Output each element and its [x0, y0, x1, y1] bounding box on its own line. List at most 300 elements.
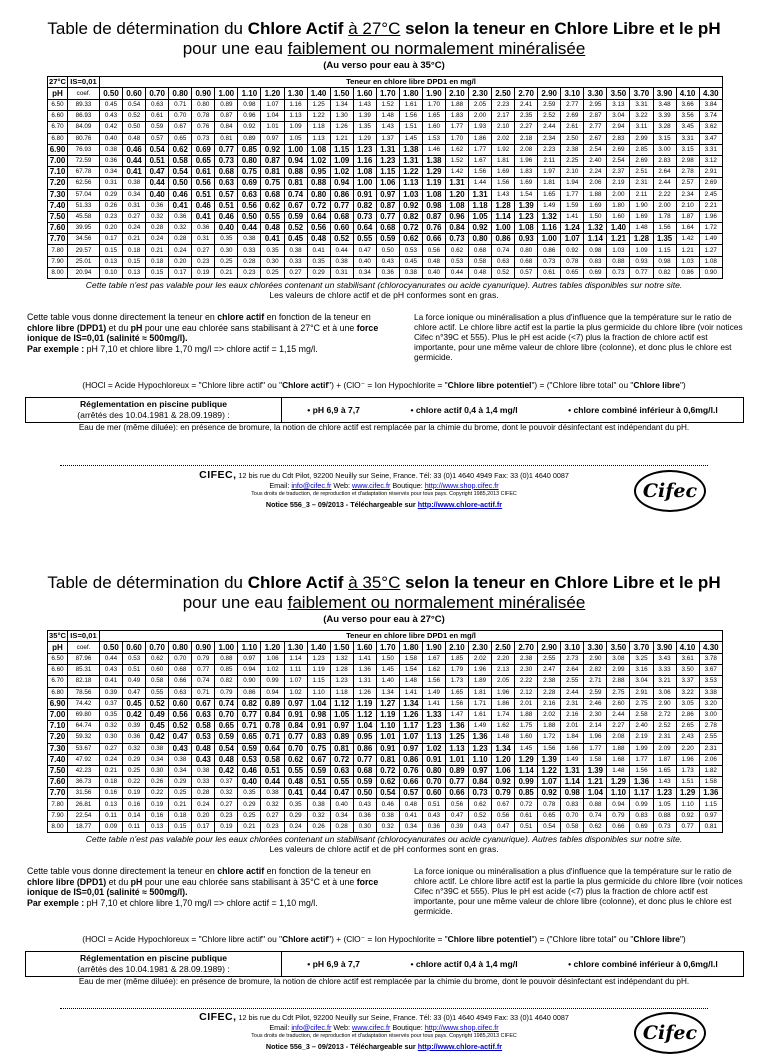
- value-cell: 3.00: [653, 144, 676, 155]
- value-cell: 0.31: [100, 178, 123, 189]
- download-link[interactable]: http://www.chlore-actif.fr: [417, 1041, 503, 1051]
- value-cell: 1.04: [584, 788, 607, 799]
- value-cell: 2.64: [561, 665, 584, 676]
- value-cell: 1.39: [353, 111, 376, 122]
- value-cell: 0.34: [100, 167, 123, 178]
- value-cell: 0.30: [261, 256, 284, 267]
- value-cell: 0.79: [607, 810, 630, 821]
- value-cell: 0.70: [169, 654, 192, 665]
- coef-cell: 45.58: [68, 211, 100, 222]
- value-cell: 0.70: [215, 709, 238, 720]
- title-bold: selon la teneur en Chlore Libre et le pH: [400, 573, 721, 592]
- value-cell: 0.62: [146, 654, 169, 665]
- value-cell: 0.41: [307, 245, 330, 256]
- table-row: [48, 799, 723, 810]
- value-cell: 1.19: [307, 665, 330, 676]
- value-cell: 1.64: [676, 223, 699, 234]
- hocl-text: ") = ("Chlore libre total" ou ": [531, 934, 634, 944]
- value-cell: 1.20: [445, 189, 468, 200]
- value-cell: 0.47: [353, 245, 376, 256]
- explanation: [0, 866, 768, 932]
- coef-cell: 47.92: [68, 754, 100, 765]
- value-cell: 1.25: [307, 100, 330, 111]
- address: 12 bis rue du Cdt Pilot, 92200 Neuilly sur Seine, France. Tél: 33 (0)1 4640 4949 Fax: 33 (0)1 4640 0087: [236, 471, 569, 480]
- value-cell: 0.70: [422, 777, 445, 788]
- value-cell: 0.88: [307, 178, 330, 189]
- value-cell: 0.79: [492, 788, 515, 799]
- value-cell: 0.94: [261, 687, 284, 698]
- value-cell: 1.31: [353, 676, 376, 687]
- value-cell: 1.00: [492, 223, 515, 234]
- value-cell: 1.89: [469, 676, 492, 687]
- value-cell: 1.48: [376, 111, 399, 122]
- value-cell: 0.13: [100, 256, 123, 267]
- value-cell: 1.81: [538, 178, 561, 189]
- ph-cell: 7.30: [48, 743, 68, 754]
- table-row: [48, 810, 723, 821]
- value-cell: 0.86: [399, 754, 422, 765]
- value-cell: 0.78: [538, 799, 561, 810]
- value-cell: 0.21: [146, 245, 169, 256]
- value-cell: 1.07: [399, 732, 422, 743]
- value-cell: 0.48: [284, 777, 307, 788]
- value-cell: 2.22: [653, 189, 676, 200]
- value-cell: 1.31: [445, 178, 468, 189]
- value-cell: 0.55: [261, 211, 284, 222]
- value-cell: 2.20: [676, 743, 699, 754]
- value-cell: 1.42: [445, 167, 468, 178]
- value-cell: 1.14: [584, 234, 607, 245]
- header-row: [48, 631, 723, 642]
- value-cell: 0.29: [284, 810, 307, 821]
- value-cell: 0.26: [100, 200, 123, 211]
- value-cell: 2.77: [584, 122, 607, 133]
- value-cell: 0.90: [238, 676, 261, 687]
- value-cell: 0.54: [169, 167, 192, 178]
- value-cell: 2.14: [584, 721, 607, 732]
- value-cell: 0.23: [192, 256, 215, 267]
- value-cell: 0.63: [146, 100, 169, 111]
- value-cell: 0.60: [330, 223, 353, 234]
- value-cell: 2.61: [561, 122, 584, 133]
- value-cell: 0.73: [192, 133, 215, 144]
- value-cell: 0.97: [699, 810, 722, 821]
- shop-link[interactable]: http://www.shop.cifec.fr: [424, 480, 499, 490]
- value-cell: 0.24: [100, 754, 123, 765]
- hocl-text: Chlore actif: [282, 934, 329, 944]
- value-cell: 0.46: [215, 211, 238, 222]
- value-cell: 1.36: [630, 777, 653, 788]
- value-cell: 2.30: [515, 665, 538, 676]
- value-cell: 1.88: [607, 743, 630, 754]
- value-cell: 0.65: [561, 267, 584, 278]
- ph-cell: 7.60: [48, 777, 68, 788]
- value-cell: 1.10: [607, 788, 630, 799]
- web-link[interactable]: www.cifec.fr: [352, 480, 391, 490]
- value-cell: 1.26: [330, 122, 353, 133]
- value-cell: 2.38: [515, 654, 538, 665]
- value-cell: 1.73: [676, 765, 699, 776]
- cifec-logo: [634, 1012, 706, 1054]
- value-cell: 1.83: [445, 111, 468, 122]
- value-cell: 1.15: [307, 676, 330, 687]
- value-cell: 1.61: [469, 709, 492, 720]
- value-cell: 0.74: [215, 698, 238, 709]
- value-cell: 2.08: [607, 732, 630, 743]
- value-cell: 2.10: [561, 167, 584, 178]
- value-cell: 3.25: [630, 654, 653, 665]
- value-cell: 2.31: [561, 698, 584, 709]
- value-cell: 1.56: [399, 111, 422, 122]
- value-cell: 3.50: [676, 665, 699, 676]
- value-cell: 1.21: [607, 234, 630, 245]
- hocl-text: ") = ("Chlore libre total" ou ": [531, 380, 634, 390]
- value-cell: 1.67: [422, 654, 445, 665]
- ph-cell: 7.00: [48, 709, 68, 720]
- value-cell: 2.10: [492, 122, 515, 133]
- regulation-dates: (arrêtés des 10.04.1981 & 28.09.1989) :: [77, 963, 230, 974]
- value-cell: 2.19: [607, 178, 630, 189]
- value-cell: 1.02: [422, 743, 445, 754]
- header-row: [48, 77, 723, 88]
- seawater-note: Eau de mer (même diluée): en présence de bromure, la notion de chlore actif est remplacée par la chimie du brome, dont le pouvoir désinfectant est indépendant du pH.: [78, 977, 690, 986]
- value-cell: 0.43: [100, 111, 123, 122]
- value-cell: 0.74: [492, 245, 515, 256]
- column-header: 2.50: [492, 642, 515, 654]
- value-cell: 0.19: [146, 799, 169, 810]
- value-cell: 0.45: [284, 234, 307, 245]
- value-cell: 2.11: [630, 189, 653, 200]
- email-link[interactable]: info@cifec.fr: [291, 480, 332, 490]
- value-cell: 0.51: [422, 799, 445, 810]
- explanation-text: Cette table vous donne directement la teneur en: [27, 312, 218, 322]
- value-cell: 0.52: [146, 698, 169, 709]
- regulation-item: • chlore combiné inférieur à 0,6mg/l.l: [568, 405, 718, 415]
- value-cell: 0.86: [676, 267, 699, 278]
- value-cell: 0.36: [192, 223, 215, 234]
- value-cell: 0.57: [515, 267, 538, 278]
- value-cell: 0.98: [653, 256, 676, 267]
- value-cell: 0.62: [584, 821, 607, 832]
- value-cell: 0.33: [284, 256, 307, 267]
- value-cell: 2.25: [561, 155, 584, 166]
- value-cell: 0.91: [307, 721, 330, 732]
- coef-cell: 67.78: [68, 167, 100, 178]
- value-cell: 1.85: [445, 654, 468, 665]
- value-cell: 0.43: [353, 799, 376, 810]
- value-cell: 1.79: [445, 665, 468, 676]
- value-cell: 0.62: [376, 777, 399, 788]
- value-cell: 0.17: [192, 821, 215, 832]
- value-cell: 1.41: [353, 654, 376, 665]
- value-cell: 1.54: [515, 189, 538, 200]
- title-underlined: faiblement ou normalement minéralisée: [287, 593, 586, 612]
- ph-cell: 7.00: [48, 155, 68, 166]
- value-cell: 0.84: [284, 721, 307, 732]
- value-cell: 1.21: [584, 777, 607, 788]
- value-cell: 2.05: [492, 676, 515, 687]
- value-cell: 0.77: [676, 821, 699, 832]
- value-cell: 1.67: [469, 155, 492, 166]
- value-cell: 0.89: [330, 732, 353, 743]
- value-cell: 1.08: [699, 256, 722, 267]
- value-cell: 2.20: [492, 654, 515, 665]
- value-cell: 2.73: [561, 654, 584, 665]
- value-cell: 0.68: [515, 256, 538, 267]
- value-cell: 0.20: [100, 223, 123, 234]
- value-cell: 0.10: [100, 267, 123, 278]
- value-cell: 1.70: [422, 100, 445, 111]
- value-cell: 0.89: [445, 765, 468, 776]
- value-cell: 1.02: [307, 155, 330, 166]
- company-name: CIFEC,: [199, 469, 237, 481]
- value-cell: 0.28: [192, 788, 215, 799]
- value-cell: 0.78: [192, 111, 215, 122]
- table-row: [48, 754, 723, 765]
- value-cell: 0.48: [123, 133, 146, 144]
- value-cell: 1.14: [284, 654, 307, 665]
- value-cell: 0.38: [238, 234, 261, 245]
- value-cell: 0.53: [399, 245, 422, 256]
- coef-cell: 62.56: [68, 178, 100, 189]
- value-cell: 0.62: [169, 144, 192, 155]
- download-link[interactable]: http://www.chlore-actif.fr: [417, 499, 503, 509]
- value-cell: 1.29: [515, 754, 538, 765]
- ph-cell: 7.50: [48, 765, 68, 776]
- value-cell: 0.73: [607, 267, 630, 278]
- value-cell: 1.69: [515, 178, 538, 189]
- value-cell: 1.29: [607, 777, 630, 788]
- ph-cell: 6.50: [48, 100, 68, 111]
- value-cell: 1.29: [353, 133, 376, 144]
- value-cell: 1.03: [607, 245, 630, 256]
- value-cell: 0.77: [238, 709, 261, 720]
- value-cell: 1.22: [538, 765, 561, 776]
- value-cell: 2.13: [492, 665, 515, 676]
- column-header: 1.70: [376, 642, 399, 654]
- value-cell: 2.46: [584, 698, 607, 709]
- regulation-heading: Réglementation en piscine publique: [79, 399, 228, 409]
- value-cell: 0.25: [238, 810, 261, 821]
- value-cell: 0.80: [469, 234, 492, 245]
- value-cell: 0.91: [376, 743, 399, 754]
- value-cell: 0.94: [284, 155, 307, 166]
- value-cell: 1.45: [376, 665, 399, 676]
- value-cell: 1.19: [376, 709, 399, 720]
- chlorine-table: [47, 76, 723, 279]
- value-cell: 0.23: [215, 810, 238, 821]
- value-cell: 0.70: [561, 810, 584, 821]
- value-cell: 0.48: [192, 743, 215, 754]
- value-cell: 1.31: [561, 765, 584, 776]
- value-cell: 1.14: [561, 777, 584, 788]
- value-cell: 0.39: [100, 687, 123, 698]
- value-cell: 0.54: [215, 743, 238, 754]
- value-cell: 3.38: [699, 687, 722, 698]
- value-cell: 0.40: [100, 133, 123, 144]
- value-cell: 1.56: [422, 676, 445, 687]
- value-cell: 2.01: [515, 698, 538, 709]
- value-cell: 0.84: [215, 122, 238, 133]
- value-cell: 2.02: [538, 709, 561, 720]
- column-header: 1.00: [215, 642, 238, 654]
- hocl-text: ") + (ClO⁻ = Ion Hypochlorite = ": [328, 380, 448, 390]
- value-cell: 1.02: [261, 665, 284, 676]
- value-cell: 0.47: [492, 821, 515, 832]
- value-cell: 0.85: [238, 144, 261, 155]
- column-header: 2.50: [492, 88, 515, 100]
- value-cell: 2.45: [699, 189, 722, 200]
- column-header: 2.90: [538, 88, 561, 100]
- value-cell: 1.21: [676, 245, 699, 256]
- table-row: [48, 676, 723, 687]
- explanation-text: pH: [130, 876, 143, 887]
- value-cell: 0.51: [307, 777, 330, 788]
- value-cell: 0.36: [123, 732, 146, 743]
- value-cell: 3.84: [699, 100, 722, 111]
- value-cell: 0.21: [215, 267, 238, 278]
- value-cell: 1.50: [376, 654, 399, 665]
- table-row: [48, 223, 723, 234]
- value-cell: 0.67: [169, 122, 192, 133]
- value-cell: 2.35: [515, 111, 538, 122]
- value-cell: 2.05: [469, 100, 492, 111]
- regulation-items: [282, 398, 743, 422]
- value-cell: 0.21: [238, 821, 261, 832]
- value-cell: 2.24: [584, 167, 607, 178]
- value-cell: 3.05: [676, 698, 699, 709]
- email-link[interactable]: info@cifec.fr: [291, 1022, 332, 1032]
- value-cell: 2.83: [653, 155, 676, 166]
- value-cell: 0.29: [238, 799, 261, 810]
- explanation-text: et du: [106, 322, 131, 333]
- value-cell: 1.35: [353, 122, 376, 133]
- value-cell: 1.49: [699, 234, 722, 245]
- value-cell: 1.43: [653, 777, 676, 788]
- value-cell: 0.58: [261, 754, 284, 765]
- value-cell: 0.36: [169, 211, 192, 222]
- value-cell: 0.52: [469, 810, 492, 821]
- value-cell: 0.73: [538, 256, 561, 267]
- explanation-text: pour une eau chlorée sans stabilisant à 27°C et à une: [142, 322, 357, 333]
- value-cell: 0.30: [100, 732, 123, 743]
- value-cell: 0.83: [561, 799, 584, 810]
- value-cell: 2.60: [607, 698, 630, 709]
- value-cell: 0.33: [238, 245, 261, 256]
- ph-cell: 7.80: [48, 245, 68, 256]
- value-cell: 2.86: [676, 709, 699, 720]
- value-cell: 0.66: [445, 788, 468, 799]
- value-cell: 0.97: [238, 654, 261, 665]
- regulation-item: • pH 6,9 à 7,7: [307, 959, 360, 969]
- regulation-items: [282, 952, 743, 976]
- value-cell: 0.29: [307, 267, 330, 278]
- value-cell: 1.14: [492, 211, 515, 222]
- value-cell: 2.85: [630, 144, 653, 155]
- value-cell: 1.70: [445, 133, 468, 144]
- table-row: [48, 100, 723, 111]
- column-header: 0.70: [146, 642, 169, 654]
- value-cell: 2.78: [676, 167, 699, 178]
- regulation-box: [25, 397, 744, 423]
- hocl-text: Chlore libre potentiel: [447, 934, 532, 944]
- value-cell: 2.19: [630, 732, 653, 743]
- value-cell: 1.60: [607, 211, 630, 222]
- value-cell: 2.55: [538, 654, 561, 665]
- value-cell: 1.49: [561, 754, 584, 765]
- value-cell: 0.43: [469, 821, 492, 832]
- value-cell: 1.15: [376, 167, 399, 178]
- value-cell: 0.09: [100, 821, 123, 832]
- value-cell: 2.69: [607, 144, 630, 155]
- value-cell: 0.71: [238, 721, 261, 732]
- value-cell: 0.76: [399, 765, 422, 776]
- value-cell: 3.13: [607, 100, 630, 111]
- value-cell: 2.57: [676, 178, 699, 189]
- value-cell: 2.87: [584, 111, 607, 122]
- value-cell: 0.94: [607, 799, 630, 810]
- coef-cell: 57.04: [68, 189, 100, 200]
- value-cell: 1.32: [538, 211, 561, 222]
- hocl-text: (HOCl = Acide Hypochloreux = "Chlore libre actif" ou ": [82, 380, 283, 390]
- shop-link[interactable]: http://www.shop.cifec.fr: [424, 1022, 499, 1032]
- value-cell: 1.77: [561, 189, 584, 200]
- value-cell: 0.27: [261, 810, 284, 821]
- value-cell: 0.97: [284, 698, 307, 709]
- ph-cell: 7.50: [48, 211, 68, 222]
- explanation-text: en fonction de la teneur en: [264, 312, 371, 322]
- regulation-item: • chlore actif 0,4 à 1,4 mg/l: [410, 405, 518, 415]
- ph-cell: 6.80: [48, 133, 68, 144]
- value-cell: 0.59: [307, 765, 330, 776]
- value-cell: 0.11: [123, 821, 146, 832]
- ph-cell: 6.70: [48, 122, 68, 133]
- value-cell: 0.82: [238, 698, 261, 709]
- value-cell: 0.52: [169, 721, 192, 732]
- value-cell: 1.56: [469, 167, 492, 178]
- value-cell: 3.08: [607, 654, 630, 665]
- value-cell: 0.81: [261, 167, 284, 178]
- coef-cell: 86.93: [68, 111, 100, 122]
- value-cell: 1.33: [422, 709, 445, 720]
- value-cell: 1.07: [261, 100, 284, 111]
- regulation-item: • chlore combiné inférieur à 0,6mg/l.l: [568, 959, 718, 969]
- column-header: 3.10: [561, 88, 584, 100]
- value-cell: 0.59: [353, 777, 376, 788]
- column-header: 2.30: [469, 642, 492, 654]
- value-cell: 0.57: [146, 133, 169, 144]
- value-cell: 2.88: [607, 676, 630, 687]
- value-cell: 1.08: [445, 200, 468, 211]
- value-cell: 1.34: [399, 698, 422, 709]
- value-cell: 0.78: [261, 721, 284, 732]
- logo-text: Cifec: [642, 480, 698, 502]
- ph-cell: 8.00: [48, 821, 68, 832]
- value-cell: 0.60: [422, 788, 445, 799]
- value-cell: 1.69: [584, 200, 607, 211]
- web-link[interactable]: www.cifec.fr: [352, 1022, 391, 1032]
- value-cell: 1.42: [676, 234, 699, 245]
- value-cell: 0.27: [284, 267, 307, 278]
- column-header: 1.90: [422, 88, 445, 100]
- value-cell: 2.28: [538, 687, 561, 698]
- value-cell: 0.91: [422, 754, 445, 765]
- value-cell: 0.25: [215, 256, 238, 267]
- value-cell: 0.68: [261, 189, 284, 200]
- value-cell: 1.73: [445, 676, 468, 687]
- value-cell: 1.86: [492, 698, 515, 709]
- value-cell: 2.06: [699, 754, 722, 765]
